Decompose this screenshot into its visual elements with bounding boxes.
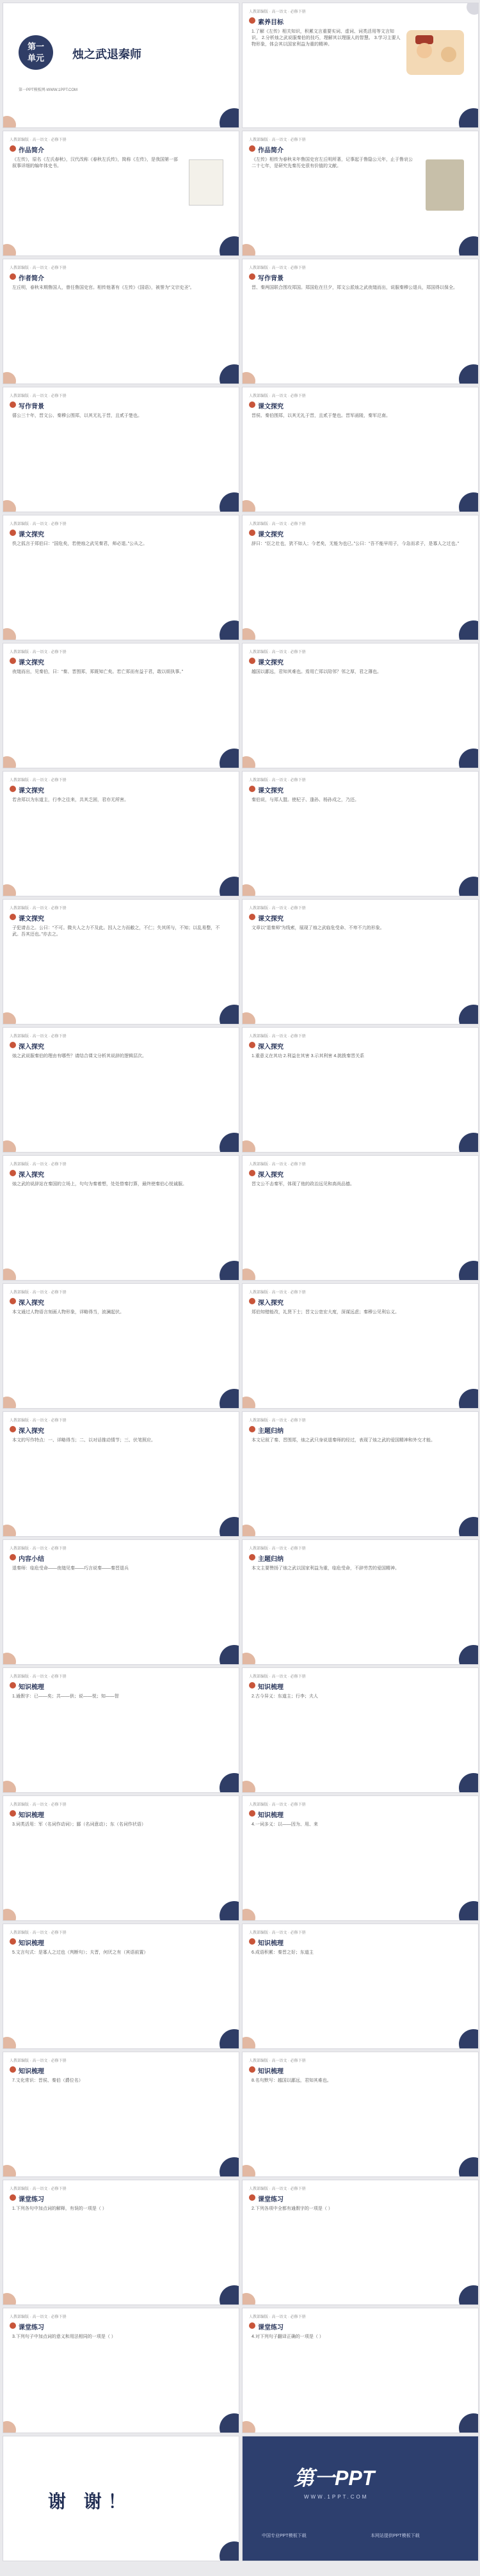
decor-circle-icon (220, 620, 239, 640)
decor-circle-icon (459, 1901, 479, 1921)
slide-header: 人教部编版 · 高一语文 · 必修下册 (249, 907, 306, 911)
title-dot-icon (249, 1682, 255, 1689)
slide-title: 课文探究 (258, 403, 284, 410)
unit-badge (19, 35, 53, 70)
statue-photo-icon (426, 159, 464, 211)
slide-title: 作者简介 (19, 275, 44, 282)
decor-circle-icon (3, 628, 16, 640)
decor-circle-icon (3, 1781, 16, 1793)
title-dot-icon (249, 1554, 255, 1560)
slide-text: 辞曰：“臣之壮也，犹不如人；今老矣，无能为也已。”公曰：“吾不能早用子，今急而求子，是寡人之过也。” (252, 542, 460, 546)
slide-title: 知识梳理 (258, 2068, 284, 2075)
decor-circle-icon (242, 1140, 255, 1153)
slide-28[interactable] (242, 1795, 479, 1921)
thanks-text: 谢 谢！ (48, 2491, 132, 2511)
slide-14[interactable] (242, 899, 479, 1025)
slide-text: 烛之武说服秦伯的理由有哪些？请结合课文分析其说辞的逻辑层次。 (12, 1054, 147, 1058)
decor-circle-icon (242, 1397, 255, 1409)
title-dot-icon (10, 273, 16, 280)
title-dot-icon (10, 2194, 16, 2201)
title-dot-icon (249, 1042, 255, 1048)
title-dot-icon (249, 2066, 255, 2073)
decor-circle-icon (459, 1261, 479, 1281)
cover-subtitle: 第一PPT模板网-WWW.1PPT.COM (19, 88, 77, 92)
slide-header: 人教部编版 · 高一语文 · 必修下册 (249, 394, 306, 398)
slide-header: 人教部编版 · 高一语文 · 必修下册 (10, 1035, 67, 1039)
slide-text: 退秦师：临危受命——夜缒见秦——巧言说秦——秦晋退兵 (12, 1566, 129, 1571)
slide-text: 左丘明，春秋末期鲁国人，曾任鲁国史官。相传他著有《左传》《国语》，被誉为“文宗史圣”。 (12, 286, 195, 290)
slide-13[interactable] (3, 899, 239, 1025)
slide-text: 本文的写作特点：一、详略得当；二、以对话推动情节；三、伏笔照应。 (12, 1438, 156, 1443)
slide-text: 8.名句默写：越国以鄙远，君知其难也。 (252, 2078, 332, 2083)
decor-circle-icon (220, 1005, 239, 1025)
decor-circle-icon (220, 2285, 239, 2305)
slide-title: 课文探究 (258, 788, 284, 795)
slide-title: 课文探究 (258, 660, 284, 667)
slide-title: 课文探究 (19, 660, 44, 667)
title-dot-icon (10, 1554, 16, 1560)
slide-10[interactable] (242, 643, 479, 768)
slide-text: 秦伯说，与郑人盟。使杞子、逢孙、杨孙戍之，乃还。 (252, 798, 359, 802)
slide-text: 本文记叙了秦、晋围郑，烛之武只身说退秦师的经过，表现了烛之武的爱国精神和外交才能。 (252, 1438, 435, 1443)
slide-header: 人教部编版 · 高一语文 · 必修下册 (249, 1163, 306, 1167)
decor-circle-icon (242, 2293, 255, 2305)
title-dot-icon (249, 401, 255, 408)
slide-text: 2.下列各项中全都有通假字的一项是（ ） (252, 2207, 333, 2211)
slide-header: 人教部编版 · 高一语文 · 必修下册 (249, 1035, 306, 1039)
slide-25[interactable] (3, 1667, 239, 1793)
slide-22[interactable] (242, 1411, 479, 1537)
title-dot-icon (10, 1042, 16, 1048)
slide-11[interactable] (3, 771, 239, 896)
decor-circle-icon (459, 2285, 479, 2305)
title-dot-icon (249, 273, 255, 280)
decor-circle-icon (3, 1268, 16, 1281)
decor-circle-icon (242, 1012, 255, 1025)
title-dot-icon (249, 530, 255, 536)
title-dot-icon (10, 1298, 16, 1304)
slide-20[interactable] (242, 1283, 479, 1409)
slide-29[interactable] (3, 1924, 239, 2049)
slide-title: 深入探究 (258, 1300, 284, 1307)
slide-title: 深入探究 (19, 1172, 44, 1179)
slide-text: 晋文公不击秦军，体现了他的政治远见和高尚品德。 (252, 1182, 355, 1187)
slide-title: 课文探究 (258, 916, 284, 923)
decor-circle-icon (3, 244, 16, 256)
slide-header: 人教部编版 · 高一语文 · 必修下册 (10, 1675, 67, 1679)
slide-header: 人教部编版 · 高一语文 · 必修下册 (249, 522, 306, 526)
slide-4[interactable] (242, 259, 479, 384)
decor-circle-icon (220, 2413, 239, 2433)
decor-circle-icon (242, 372, 255, 384)
decor-circle-icon (3, 756, 16, 768)
slide-title: 深入探究 (258, 1044, 284, 1051)
slide-title: 深入探究 (258, 1172, 284, 1179)
slide-text: 1.重意义在其功 2.利益在其害 3.示其利害 4.挑拨秦晋关系 (252, 1054, 365, 1058)
slide-34[interactable] (242, 2180, 479, 2305)
slide-0[interactable] (242, 3, 479, 128)
decor-circle-icon (459, 620, 479, 640)
title-dot-icon (249, 786, 255, 792)
slide-15[interactable] (3, 1027, 239, 1153)
slide-header: 人教部编版 · 高一语文 · 必修下册 (249, 2315, 306, 2319)
face-icon (417, 43, 432, 58)
slide-title: 内容小结 (19, 1556, 44, 1563)
slide-header: 人教部编版 · 高一语文 · 必修下册 (249, 779, 306, 782)
decor-circle-icon (220, 2029, 239, 2049)
decor-circle-icon (459, 1773, 479, 1793)
slide-1[interactable] (3, 131, 239, 256)
slide-title: 知识梳理 (19, 1684, 44, 1691)
decor-circle-icon (242, 884, 255, 896)
slide-18[interactable] (242, 1155, 479, 1281)
title-dot-icon (10, 145, 16, 152)
decor-circle-icon (3, 884, 16, 896)
slide-2[interactable] (242, 131, 479, 256)
decor-circle-icon (459, 877, 479, 896)
slide-text: 本文主要赞扬了烛之武以国家利益为重，临危受命，不辞劳苦的爱国精神。 (252, 1566, 399, 1571)
title-dot-icon (249, 145, 255, 152)
decor-circle-icon (220, 1517, 239, 1537)
slide-header: 人教部编版 · 高一语文 · 必修下册 (249, 1419, 306, 1423)
decor-circle-icon (459, 492, 479, 512)
slide-header: 人教部编版 · 高一语文 · 必修下册 (249, 2187, 306, 2191)
slide-6[interactable] (242, 387, 479, 512)
decor-circle-icon (3, 2037, 16, 2049)
slide-title: 课堂练习 (19, 2196, 44, 2203)
decor-circle-icon (242, 2037, 255, 2049)
slide-title: 知识梳理 (19, 1940, 44, 1947)
slide-title: 作品简介 (19, 147, 44, 154)
slide-33[interactable] (3, 2180, 239, 2305)
decor-circle-icon (3, 1909, 16, 1921)
slide-title: 课文探究 (258, 531, 284, 539)
slide-header: 人教部编版 · 高一语文 · 必修下册 (249, 651, 306, 654)
slide-text: 夜缒而出，见秦伯，曰：“秦、晋围郑，郑既知亡矣。若亡郑而有益于君，敢以烦执事。” (12, 670, 184, 674)
decor-circle-icon (242, 244, 255, 256)
decor-circle-icon (459, 108, 479, 128)
slide-text: 3.词类活用：军（名词作动词）；鄙（名词意动）；东（名词作状语） (12, 1822, 146, 1827)
slide-24[interactable] (242, 1539, 479, 1665)
slide-text: 2.古今异义：东道主；行李；夫人 (252, 1694, 318, 1699)
slide-header: 人教部编版 · 高一语文 · 必修下册 (10, 1547, 67, 1551)
title-dot-icon (10, 401, 16, 408)
title-dot-icon (249, 2194, 255, 2201)
slide-26[interactable] (242, 1667, 479, 1793)
slide-36[interactable] (242, 2308, 479, 2433)
slide-header: 人教部编版 · 高一语文 · 必修下册 (10, 1419, 67, 1423)
decor-circle-icon (459, 1133, 479, 1153)
slide-text: 1.通假字：已——矣；共——供；说——悦；知——智 (12, 1694, 119, 1699)
slide-text: 僖公三十年，晋文公、秦穆公围郑，以其无礼于晋，且贰于楚也。 (12, 414, 142, 418)
slide-31[interactable] (3, 2052, 239, 2177)
face-icon (441, 47, 456, 62)
decor-circle-icon (242, 756, 255, 768)
slide-header: 人教部编版 · 高一语文 · 必修下册 (10, 266, 67, 270)
decor-circle-icon (220, 1645, 239, 1665)
slide-text: 本文通过人物语言刻画人物形象，详略得当，波澜起伏。 (12, 1310, 124, 1315)
decor-circle-icon (220, 492, 239, 512)
slide-text: 越国以鄙远，君知其难也。焉用亡郑以陪邻？邻之厚，君之薄也。 (252, 670, 381, 674)
decor-circle-icon (3, 372, 16, 384)
slide-text: 若舍郑以为东道主，行李之往来，共其乏困，君亦无所害。 (12, 798, 129, 802)
decor-circle-icon (459, 364, 479, 384)
title-dot-icon (249, 1426, 255, 1432)
decor-circle-icon (459, 1005, 479, 1025)
slide-header: 人教部编版 · 高一语文 · 必修下册 (10, 2059, 67, 2063)
title-dot-icon (10, 914, 16, 920)
badge-line2: 单元 (27, 53, 44, 63)
decor-circle-icon (3, 2293, 16, 2305)
title-dot-icon (249, 1298, 255, 1304)
title-dot-icon (249, 1810, 255, 1817)
slide-title: 课堂练习 (258, 2324, 284, 2331)
slide-title: 主题归纳 (258, 1428, 284, 1435)
slide-title: 课堂练习 (19, 2324, 44, 2331)
title-dot-icon (10, 530, 16, 536)
decor-circle-icon (242, 1653, 255, 1665)
decor-circle-icon (3, 2421, 16, 2433)
decor-circle-icon (3, 1525, 16, 1537)
slide-header: 人教部编版 · 高一语文 · 必修下册 (10, 1163, 67, 1167)
slide-title: 知识梳理 (19, 1812, 44, 1819)
slide-35[interactable] (3, 2308, 239, 2433)
slide-title: 课文探究 (19, 788, 44, 795)
decor-circle-icon (242, 1268, 255, 1281)
slide-text: 7.文化常识：晋侯、秦伯（爵位名） (12, 2078, 83, 2083)
decor-circle-icon (3, 1140, 16, 1153)
title-dot-icon (10, 1170, 16, 1176)
decor-circle-icon (242, 2421, 255, 2433)
slide-text: 晋侯、秦伯围郑，以其无礼于晋，且贰于楚也。晋军函陵，秦军氾南。 (252, 414, 390, 418)
slide-text: 1.下列各句中加点词的解释，有误的一项是（ ） (12, 2207, 107, 2211)
slide-header: 人教部编版 · 高一语文 · 必修下册 (249, 1803, 306, 1807)
slide-5[interactable] (3, 387, 239, 512)
slide-text: 1.了解《左传》相关知识，积累文言重要实词、虚词、词类活用等文言知识。 2.分析烛之武说服秦伯的技巧，理解其以理服人的智慧。 3.学习主要人物形象，体会其以国家利益为重的精神。 (252, 29, 401, 47)
slide-text: 《左传》相传为春秋末年鲁国史官左丘明所著，记事起于鲁隐公元年，止于鲁哀公二十七年，是研究先秦历史很有价值的文献。 (252, 158, 413, 168)
footer-left: 中国专业PPT模板下载 (262, 2534, 307, 2538)
decor-circle-icon (3, 500, 16, 512)
slide-header: 人教部编版 · 高一语文 · 必修下册 (249, 10, 306, 14)
decor-circle-icon (242, 1781, 255, 1793)
slide-27[interactable] (3, 1795, 239, 1921)
slide-title: 作品简介 (258, 147, 284, 154)
badge-line1: 第一 (27, 42, 44, 51)
slide-title: 主题归纳 (258, 1556, 284, 1563)
slide-8[interactable] (242, 515, 479, 640)
slide-3[interactable] (3, 259, 239, 384)
slide-12[interactable] (242, 771, 479, 896)
decor-circle-icon (459, 1645, 479, 1665)
slide-header: 人教部编版 · 高一语文 · 必修下册 (249, 1291, 306, 1295)
slide-title: 深入探究 (19, 1428, 44, 1435)
slide-text: 3.下列句子中加点词的意义和用法相同的一项是（ ） (12, 2335, 116, 2339)
slide-21[interactable] (3, 1411, 239, 1537)
decor-circle-icon (220, 1133, 239, 1153)
title-dot-icon (10, 1810, 16, 1817)
slide-text: 4.对下列句子翻译正确的一项是（ ） (252, 2335, 324, 2339)
decor-circle-icon (467, 3, 479, 15)
decor-circle-icon (459, 749, 479, 768)
slide-header: 人教部编版 · 高一语文 · 必修下册 (10, 2315, 67, 2319)
decor-circle-icon (3, 1397, 16, 1409)
title-dot-icon (10, 1938, 16, 1945)
brand-url[interactable]: WWW.1PPT.COM (304, 2494, 369, 2500)
slide-title: 课文探究 (19, 916, 44, 923)
title-dot-icon (249, 2322, 255, 2329)
document-image-icon (189, 159, 223, 206)
slide-text: 佚之狐言于郑伯曰：“国危矣，若使烛之武见秦君，师必退。”公从之。 (12, 542, 148, 546)
slide-header: 人教部编版 · 高一语文 · 必修下册 (10, 522, 67, 526)
slide-text: 烛之武的说辞站在秦国的立场上，句句为秦着想，处处替秦打算，最终使秦伯心悦诚服。 (12, 1182, 187, 1187)
slide-title: 知识梳理 (258, 1684, 284, 1691)
logo-panel (243, 2436, 479, 2561)
title-dot-icon (10, 1426, 16, 1432)
cover-slide[interactable] (3, 3, 239, 128)
title-dot-icon (10, 2066, 16, 2073)
slide-7[interactable] (3, 515, 239, 640)
slide-header: 人教部编版 · 高一语文 · 必修下册 (10, 394, 67, 398)
title-dot-icon (249, 1938, 255, 1945)
decor-circle-icon (220, 2541, 239, 2561)
slide-title: 写作背景 (19, 403, 44, 410)
slide-header: 人教部编版 · 高一语文 · 必修下册 (10, 1291, 67, 1295)
decor-circle-icon (242, 628, 255, 640)
slide-title: 课堂练习 (258, 2196, 284, 2203)
slide-header: 人教部编版 · 高一语文 · 必修下册 (249, 1931, 306, 1935)
decor-circle-icon (242, 1909, 255, 1921)
slide-title: 课文探究 (19, 531, 44, 539)
slide-title: 写作背景 (258, 275, 284, 282)
title-dot-icon (249, 17, 255, 24)
decor-circle-icon (459, 2413, 479, 2433)
slide-title: 素养目标 (258, 19, 284, 26)
decor-circle-icon (459, 1389, 479, 1409)
thanks-slide[interactable] (3, 2436, 239, 2561)
decor-circle-icon (459, 1517, 479, 1537)
decor-circle-icon (220, 1261, 239, 1281)
title-dot-icon (249, 1170, 255, 1176)
slide-header: 人教部编版 · 高一语文 · 必修下册 (10, 2187, 67, 2191)
slide-header: 人教部编版 · 高一语文 · 必修下册 (249, 1675, 306, 1679)
decor-circle-icon (242, 2165, 255, 2177)
slide-header: 人教部编版 · 高一语文 · 必修下册 (249, 138, 306, 142)
decor-circle-icon (220, 749, 239, 768)
decor-circle-icon (220, 877, 239, 896)
title-dot-icon (249, 658, 255, 664)
slide-title: 知识梳理 (19, 2068, 44, 2075)
brand-logo: 第一PPT (294, 2467, 375, 2490)
slide-text: 文章以“退秦师”为线索，展现了烛之武临危受命、不卑不亢的形象。 (252, 926, 385, 930)
slide-19[interactable] (3, 1283, 239, 1409)
decor-circle-icon (220, 108, 239, 128)
title-dot-icon (249, 914, 255, 920)
slide-text: 子犯请击之。公曰：“不可。微夫人之力不及此。因人之力而敝之，不仁；失其所与，不知；以乱易整，不武。吾其还也。”亦去之。 (12, 926, 220, 937)
story-illustration-icon (406, 30, 464, 75)
footer-right: 本网站提供PPT模板下载 (371, 2534, 420, 2538)
slide-header: 人教部编版 · 高一语文 · 必修下册 (10, 138, 67, 142)
decor-circle-icon (220, 236, 239, 256)
slide-16[interactable] (242, 1027, 479, 1153)
slide-header: 人教部编版 · 高一语文 · 必修下册 (10, 1803, 67, 1807)
decor-circle-icon (220, 1901, 239, 1921)
title-dot-icon (10, 786, 16, 792)
slide-text: 《左传》，原名《左氏春秋》，汉代改称《春秋左氏传》，简称《左传》，是我国第一部叙事详细的编年体史书。 (12, 158, 178, 168)
decor-circle-icon (220, 2157, 239, 2177)
slide-text: 5.文言句式：是寡人之过也（判断句）；夫晋，何厌之有（宾语前置） (12, 1950, 148, 1955)
slide-header: 人教部编版 · 高一语文 · 必修下册 (10, 907, 67, 911)
slide-header: 人教部编版 · 高一语文 · 必修下册 (10, 779, 67, 782)
slide-23[interactable] (3, 1539, 239, 1665)
slide-text: 晋、秦两国联合围攻郑国。郑国危在旦夕，郑文公派烛之武夜缒而出，说服秦穆公退兵，郑国得以保全。 (252, 286, 458, 290)
slide-9[interactable] (3, 643, 239, 768)
slide-header: 人教部编版 · 高一语文 · 必修下册 (249, 1547, 306, 1551)
decor-circle-icon (459, 2157, 479, 2177)
decor-circle-icon (220, 364, 239, 384)
logo-slide[interactable] (242, 2436, 479, 2561)
slide-17[interactable] (3, 1155, 239, 1281)
cover-title: 烛之武退秦师 (72, 48, 141, 61)
decor-circle-icon (3, 1012, 16, 1025)
slide-header: 人教部编版 · 高一语文 · 必修下册 (10, 1931, 67, 1935)
decor-circle-icon (459, 2029, 479, 2049)
slide-title: 知识梳理 (258, 1940, 284, 1947)
slide-header: 人教部编版 · 高一语文 · 必修下册 (249, 266, 306, 270)
slide-text: 郑伯知错能改，礼贤下士；晋文公宽宏大度，深谋远虑；秦穆公见利忘义。 (252, 1310, 399, 1315)
title-dot-icon (10, 1682, 16, 1689)
slide-title: 深入探究 (19, 1044, 44, 1051)
title-dot-icon (10, 2322, 16, 2329)
decor-circle-icon (220, 1773, 239, 1793)
decor-circle-icon (3, 116, 16, 128)
slide-text: 6.成语积累：秦晋之好；东道主 (252, 1950, 314, 1955)
decor-circle-icon (459, 236, 479, 256)
slide-title: 知识梳理 (258, 1812, 284, 1819)
slide-header: 人教部编版 · 高一语文 · 必修下册 (249, 2059, 306, 2063)
slide-header: 人教部编版 · 高一语文 · 必修下册 (10, 651, 67, 654)
slide-32[interactable] (242, 2052, 479, 2177)
decor-circle-icon (242, 1525, 255, 1537)
decor-circle-icon (3, 1653, 16, 1665)
decor-circle-icon (220, 1389, 239, 1409)
slide-text: 4.一词多义：以——因为、用、来 (252, 1822, 318, 1827)
decor-circle-icon (3, 2165, 16, 2177)
slide-30[interactable] (242, 1924, 479, 2049)
title-dot-icon (10, 658, 16, 664)
decor-circle-icon (242, 500, 255, 512)
slide-title: 深入探究 (19, 1300, 44, 1307)
